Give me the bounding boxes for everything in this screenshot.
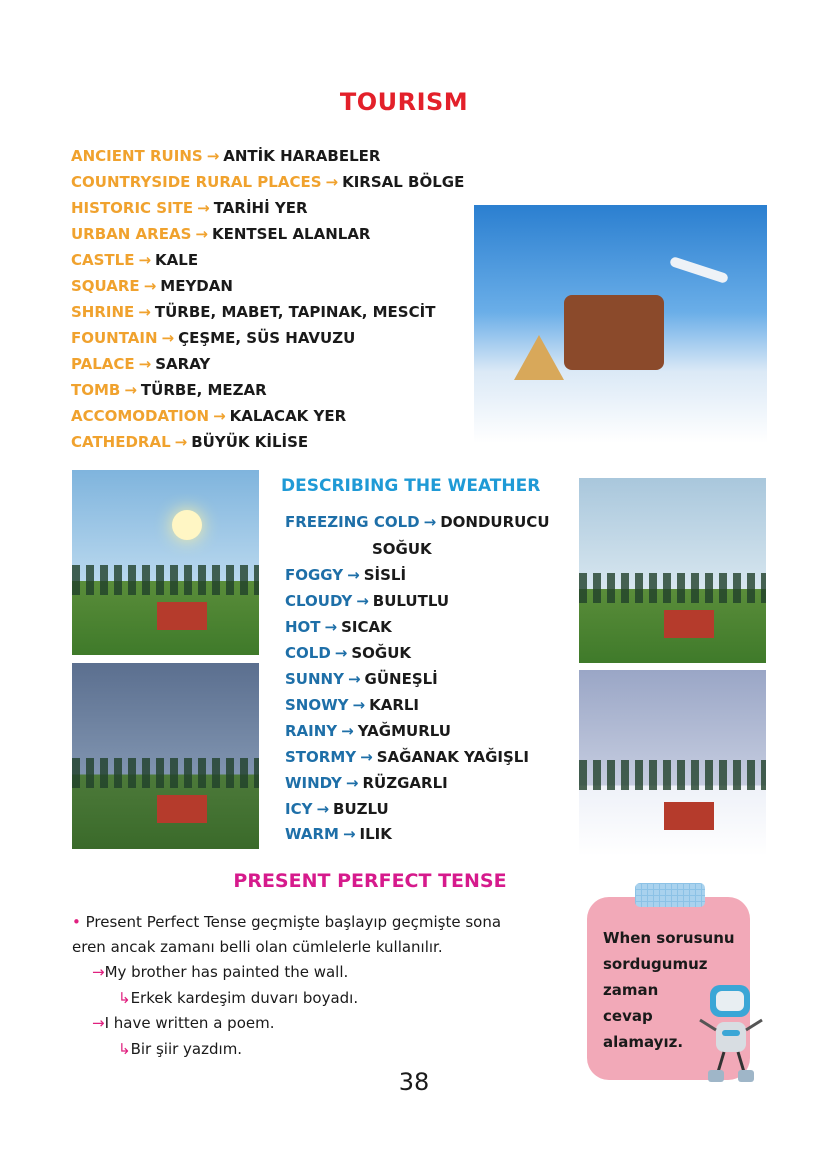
arrow-icon: → — [161, 329, 175, 347]
english-term: COUNTRYSIDE RURAL PLACES — [71, 173, 322, 191]
turkish-term: MEYDAN — [160, 277, 233, 295]
english-term: ACCOMODATION — [71, 407, 210, 425]
turkish-term: SICAK — [341, 618, 392, 636]
bullet: • — [72, 913, 81, 931]
turkish-term: KARLI — [369, 696, 420, 714]
weather-heading: DESCRIBING THE WEATHER — [281, 476, 541, 496]
arrow-icon: → — [138, 355, 152, 373]
weather-item — [285, 644, 411, 662]
english-term: CATHEDRAL — [71, 433, 171, 451]
tourism-item — [71, 355, 210, 373]
english-term: URBAN AREAS — [71, 225, 192, 243]
rule-line-1 — [72, 913, 501, 931]
turkish-term: TARİHİ YER — [213, 199, 308, 217]
english-term: FOUNTAIN — [71, 329, 158, 347]
page-title: TOURISM — [339, 88, 469, 116]
turkish-term: RÜZGARLI — [362, 774, 448, 792]
tourism-item — [71, 199, 308, 217]
travel-illustration — [474, 205, 767, 443]
house — [664, 610, 714, 638]
english-term: SQUARE — [71, 277, 140, 295]
turkish-term: KENTSEL ALANLAR — [211, 225, 371, 243]
example-2 — [92, 1014, 274, 1032]
turkish-term: KALE — [155, 251, 199, 269]
note-line: zaman — [603, 981, 659, 999]
example-2-tr-text: Bir şiir yazdım. — [130, 1040, 243, 1058]
house — [157, 795, 207, 823]
turkish-term: KIRSAL BÖLGE — [342, 173, 465, 191]
turkish-term: SİSLİ — [363, 566, 407, 584]
english-term: PALACE — [71, 355, 135, 373]
note-line: When sorusunu — [603, 929, 735, 947]
english-term: FOGGY — [285, 566, 344, 584]
trees — [579, 760, 766, 790]
example-1-translation — [118, 989, 358, 1007]
tourism-item — [71, 173, 464, 191]
snowy-weather-image — [579, 670, 766, 856]
house — [157, 602, 207, 630]
turkish-term: SARAY — [155, 355, 211, 373]
english-term: SHRINE — [71, 303, 135, 321]
rule-text-1: Present Perfect Tense geçmişte başlayıp geçmişte sona — [85, 913, 502, 931]
house — [664, 802, 714, 830]
cloudy-weather-image — [579, 478, 766, 663]
airplane-shape — [669, 256, 729, 284]
arrow-icon: → — [197, 199, 210, 217]
note-line: alamayız. — [603, 1033, 684, 1051]
example-2-text: I have written a poem. — [104, 1014, 275, 1032]
turkish-term: YAĞMURLU — [357, 722, 451, 740]
tape-decoration — [635, 883, 705, 907]
arrow-icon: → — [195, 225, 208, 243]
turkish-term: ÇEŞME, SÜS HAVUZU — [178, 329, 356, 347]
arrow-icon: → — [206, 147, 220, 165]
weather-item — [285, 618, 392, 636]
arrow-icon: → — [347, 566, 360, 584]
arrow-icon: → — [352, 696, 366, 714]
arrow-icon: → — [138, 303, 151, 321]
arrow-icon: → — [423, 513, 437, 531]
present-perfect-heading: PRESENT PERFECT TENSE — [233, 870, 507, 892]
rule-line-2: eren ancak zamanı belli olan cümlelerle kullanılır. — [72, 938, 443, 956]
example-1-text: My brother has painted the wall. — [104, 963, 349, 981]
turkish-term: TÜRBE, MEZAR — [140, 381, 267, 399]
turkish-term-continued: SOĞUK — [372, 540, 432, 558]
weather-item — [285, 513, 550, 531]
english-term: COLD — [285, 644, 331, 662]
turkish-term: KALACAK YER — [229, 407, 347, 425]
tourism-item — [71, 147, 380, 165]
example-1-tr-text: Erkek kardeşim duvarı boyadı. — [130, 989, 359, 1007]
trees — [72, 758, 259, 788]
arrow-icon: → — [341, 722, 354, 740]
weather-item — [285, 592, 449, 610]
page-number: 38 — [398, 1068, 430, 1096]
arrow-icon: → — [92, 1014, 105, 1032]
tourism-item — [71, 251, 198, 269]
turkish-term: SOĞUK — [351, 644, 412, 662]
arrow-icon: → — [92, 963, 105, 981]
tourism-item — [71, 433, 308, 451]
arrow-icon: → — [124, 381, 137, 399]
tourism-item — [71, 225, 371, 243]
weather-item — [285, 670, 438, 688]
tourism-item — [71, 329, 355, 347]
note-line: cevap — [603, 1007, 653, 1025]
tourism-item — [71, 381, 267, 399]
trees — [579, 573, 766, 603]
english-term: SNOWY — [285, 696, 349, 714]
english-term: ICY — [285, 800, 313, 818]
english-term: CASTLE — [71, 251, 135, 269]
turkish-term: DONDURUCU — [440, 513, 550, 531]
rainy-weather-image — [72, 663, 259, 849]
example-1 — [92, 963, 348, 981]
weather-item — [285, 722, 451, 740]
weather-item — [285, 774, 448, 792]
weather-item — [285, 696, 419, 714]
english-term: WINDY — [285, 774, 342, 792]
suitcase-shape — [564, 295, 664, 370]
arrow-icon: → — [143, 277, 157, 295]
trees — [72, 565, 259, 595]
note-line: sordugumuz — [603, 955, 708, 973]
arrow-icon: → — [324, 618, 338, 636]
arrow-icon: → — [360, 748, 373, 766]
english-term: CLOUDY — [285, 592, 353, 610]
tourism-item — [71, 277, 233, 295]
arrow-icon: → — [342, 825, 356, 843]
arrow-icon: → — [347, 670, 361, 688]
arrow-icon: → — [138, 251, 152, 269]
turkish-term: ILIK — [359, 825, 392, 843]
english-term: RAINY — [285, 722, 338, 740]
english-term: TOMB — [71, 381, 121, 399]
weather-item — [285, 800, 389, 818]
sun-icon — [172, 510, 202, 540]
weather-item — [285, 566, 406, 584]
arrow-icon: → — [213, 407, 226, 425]
return-arrow-icon: ↳ — [118, 989, 131, 1007]
arrow-icon: → — [316, 800, 330, 818]
return-arrow-icon: ↳ — [118, 1040, 131, 1058]
english-term: HISTORIC SITE — [71, 199, 194, 217]
english-term: SUNNY — [285, 670, 344, 688]
arrow-icon: → — [356, 592, 369, 610]
english-term: HOT — [285, 618, 321, 636]
sunny-weather-image — [72, 470, 259, 655]
turkish-term: BÜYÜK KİLİSE — [191, 433, 309, 451]
english-term: FREEZING COLD — [285, 513, 420, 531]
arrow-icon: → — [174, 433, 188, 451]
turkish-term: BUZLU — [333, 800, 389, 818]
english-term: STORMY — [285, 748, 357, 766]
arrow-icon: → — [325, 173, 339, 191]
english-term: WARM — [285, 825, 339, 843]
english-term: ANCIENT RUINS — [71, 147, 203, 165]
tourism-item — [71, 303, 435, 321]
pyramid-shape — [514, 335, 564, 380]
weather-item — [285, 825, 392, 843]
turkish-term: SAĞANAK YAĞIŞLI — [376, 748, 529, 766]
turkish-term: ANTİK HARABELER — [223, 147, 381, 165]
example-2-translation — [118, 1040, 242, 1058]
arrow-icon: → — [334, 644, 348, 662]
weather-item — [285, 748, 529, 766]
turkish-term: GÜNEŞLİ — [364, 670, 438, 688]
arrow-icon: → — [345, 774, 359, 792]
turkish-term: BULUTLU — [372, 592, 450, 610]
tourism-item — [71, 407, 346, 425]
turkish-term: TÜRBE, MABET, TAPINAK, MESCİT — [154, 303, 436, 321]
